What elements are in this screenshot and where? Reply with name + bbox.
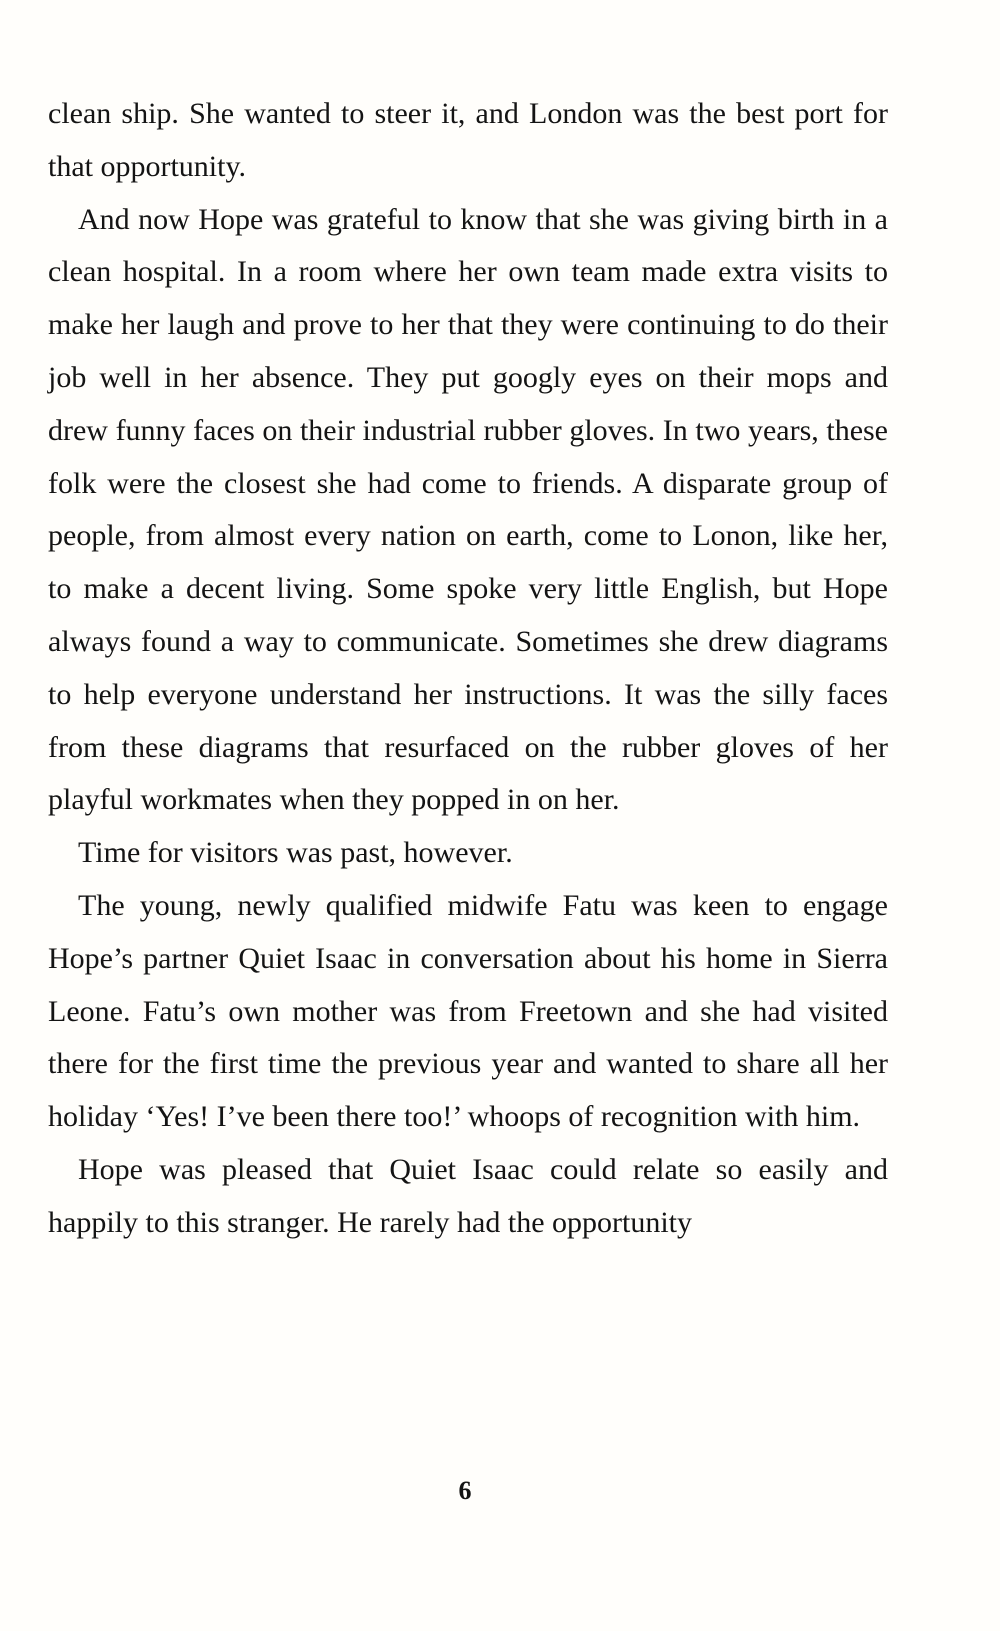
paragraph-continued: clean ship. She wanted to steer it, and London was the best port for that opportunity. bbox=[48, 97, 888, 183]
page-number: 6 bbox=[458, 1476, 472, 1505]
body-text bbox=[48, 88, 888, 1250]
paragraph-fatu: The young, newly qualified midwife Fatu was keen to engage Hope’s partner Quiet Isaac in conversation about his home in Sierra Leone. Fatu’s own mother was from Freetown and she had visited there for the first time the previous year and wanted to share all her holiday ‘Yes! I’ve been there too!’ whoops of recognition with him. bbox=[48, 888, 888, 1134]
paragraph-visitors: Time for visitors was past, however. bbox=[78, 836, 513, 870]
paragraph-cleaning-team: And now Hope was grateful to know that she was giving birth in a clean hospital. In a room where her own team made extra visits to make her laugh and prove to her that they were continuing to do their job well in her absence. They put googly eyes on their mops and drew funny faces on their industrial rubber gloves. In two years, these folk were the closest she had come to friends. A disparate group of people, from almost every nation on earth, come to Lonon, like her, to make a decent living. Some spoke very little English, but Hope always found a way to communicate. Sometimes she drew diagrams to help everyone understand her instructions. It was the silly faces from these diagrams that resurfaced on the rubber gloves of her playful workmates when they popped in on her. bbox=[48, 202, 888, 817]
paragraph-quiet-isaac: Hope was pleased that Quiet Isaac could relate so easily and happily to this stranger. He rarely had the opportunity bbox=[48, 1152, 888, 1239]
